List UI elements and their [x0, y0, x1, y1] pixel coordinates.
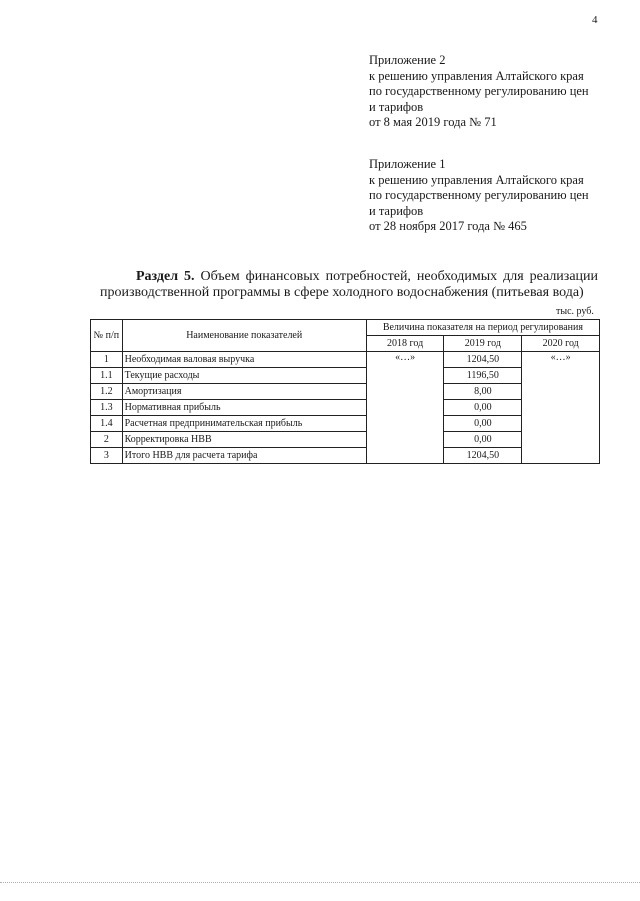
appendix-2-line: по государственному регулированию цен [369, 84, 589, 98]
row-num: 1 [91, 352, 123, 368]
row-num: 1.4 [91, 416, 123, 432]
row-num: 1.3 [91, 400, 123, 416]
row-value-2019: 1204,50 [444, 352, 522, 368]
appendix-1-line: от 28 ноября 2017 года № 465 [369, 219, 527, 233]
row-num: 2 [91, 432, 123, 448]
page-number: 4 [592, 14, 598, 26]
row-name: Расчетная предпринимательская прибыль [122, 416, 366, 432]
row-num: 3 [91, 448, 123, 464]
row-value-2019: 1196,50 [444, 368, 522, 384]
cell-2018-merged: «…» [366, 352, 444, 464]
cell-2020-merged: «…» [522, 352, 600, 464]
section-label: Раздел 5. [136, 269, 195, 284]
appendix-1-line: Приложение 1 [369, 157, 446, 171]
section-title-part2: производственной программы в сфере холодного водоснабжения (питьевая вода) [100, 285, 584, 300]
row-value-2019: 8,00 [444, 384, 522, 400]
row-name: Нормативная прибыль [122, 400, 366, 416]
header-year-2019: 2019 год [444, 336, 522, 352]
row-value-2019: 0,00 [444, 400, 522, 416]
appendix-2-line: и тарифов [369, 99, 424, 114]
header-name: Наименование показателей [122, 320, 366, 352]
row-value-2019: 0,00 [444, 416, 522, 432]
appendix-1-line: по государственному регулированию цен [369, 188, 589, 202]
appendix-2-block [369, 53, 631, 131]
row-name: Корректировка НВВ [122, 432, 366, 448]
row-value-2019: 0,00 [444, 432, 522, 448]
header-year-2018: 2018 год [366, 336, 444, 352]
row-num: 1.1 [91, 368, 123, 384]
appendix-2-line: к решению управления Алтайского края [369, 68, 584, 83]
row-name: Итого НВВ для расчета тарифа [122, 448, 366, 464]
row-num: 1.2 [91, 384, 123, 400]
header-num: № п/п [91, 320, 123, 352]
row-name: Необходимая валовая выручка [122, 352, 366, 368]
financial-table [90, 319, 600, 464]
row-name: Амортизация [122, 384, 366, 400]
header-year-2020: 2020 год [522, 336, 600, 352]
section-heading-line1 [100, 269, 598, 285]
header-period-group: Величина показателя на период регулирования [366, 320, 599, 336]
appendix-1-line: и тарифов [369, 203, 424, 218]
appendix-2-line: Приложение 2 [369, 53, 446, 67]
appendix-1-line: к решению управления Алтайского края [369, 172, 584, 187]
row-name: Текущие расходы [122, 368, 366, 384]
table-row [91, 352, 600, 368]
row-value-2019: 1204,50 [444, 448, 522, 464]
page-bottom-divider [0, 882, 640, 884]
section-title-part1: Объем финансовых потребностей, необходимых для реализации [200, 269, 599, 284]
section-heading [100, 269, 598, 301]
appendix-1-block [369, 157, 631, 235]
unit-label: тыс. руб. [556, 306, 594, 317]
appendix-2-line: от 8 мая 2019 года № 71 [369, 115, 497, 129]
